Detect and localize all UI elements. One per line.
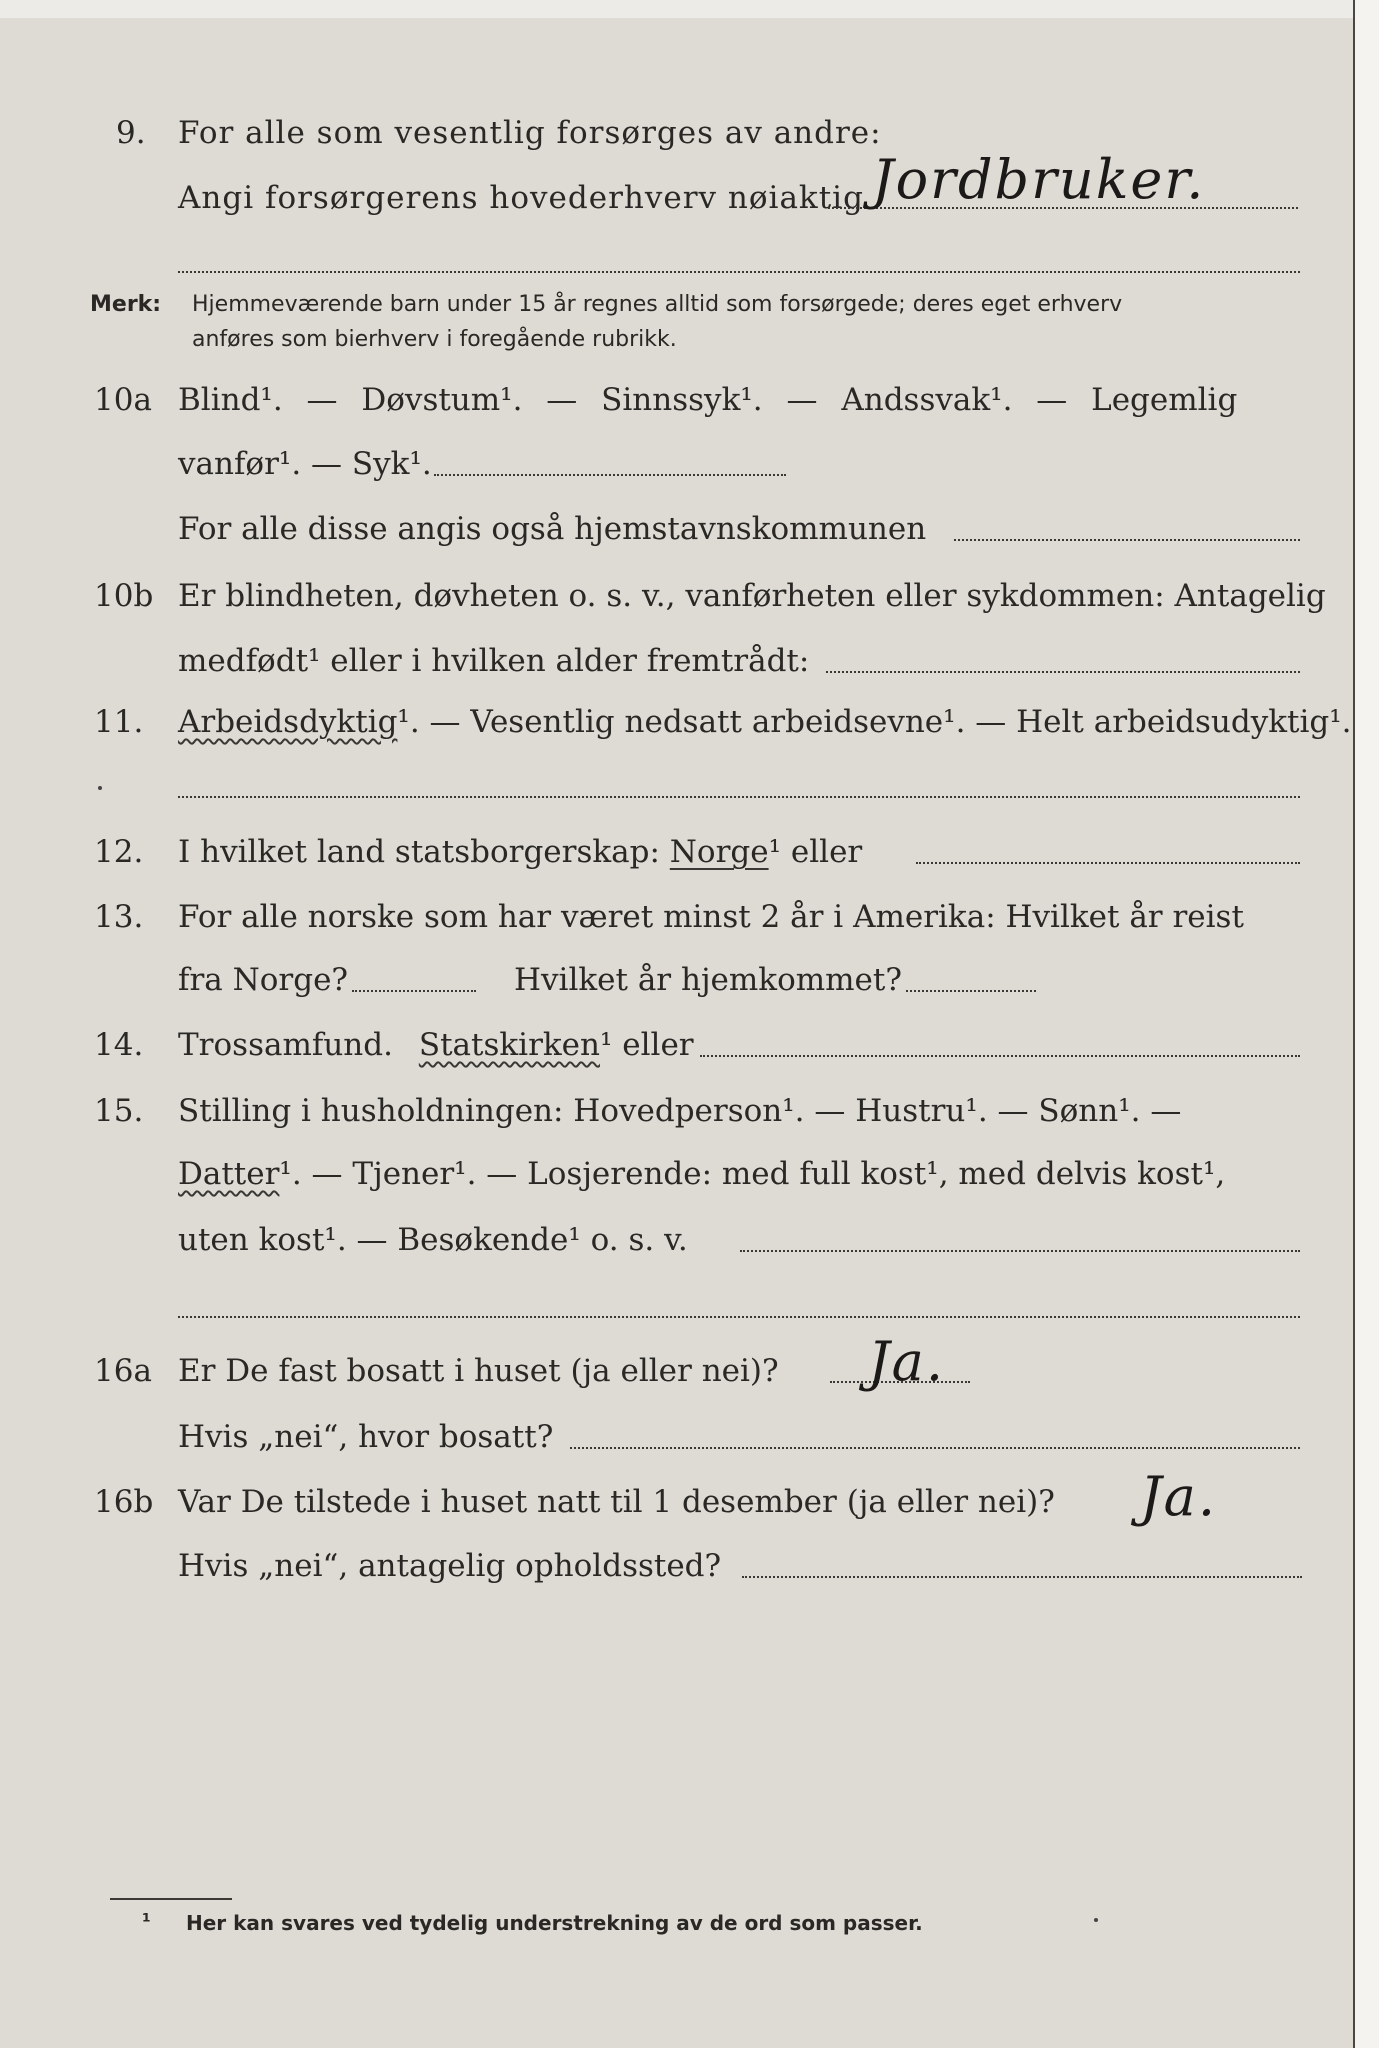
q9-answer-handwriting: Jordbruker. <box>872 148 1206 211</box>
q15-option-datter: Datter <box>178 1156 280 1192</box>
q10b-answer-line <box>826 671 1300 673</box>
q15-number: 15. <box>94 1093 144 1129</box>
q10a-kommune-line <box>954 539 1300 541</box>
q14-answer-line <box>700 1055 1300 1057</box>
q9-number: 9. <box>116 115 146 151</box>
q10b-number: 10b <box>94 578 154 614</box>
q13-line1: For alle norske som har været minst 2 år i Amerika: Hvilket år reist <box>178 899 1244 935</box>
q16a-number: 16a <box>94 1353 152 1389</box>
q12-pre: I hvilket land statsborgerskap: <box>178 834 660 870</box>
q12-option-norge: Norge <box>669 834 769 870</box>
q16a-answer-handwriting: Ja. <box>868 1330 946 1393</box>
q9-line1: For alle som vesentlig forsørges av andre: <box>178 115 882 151</box>
q16a-bosatt-line <box>570 1447 1300 1449</box>
q14-pre: Trossamfund. <box>178 1027 393 1063</box>
merk-label: Merk: <box>90 292 162 317</box>
q15-line2 <box>178 1154 1225 1194</box>
q13-number: 13. <box>94 899 144 935</box>
q16b-opholdssted-line <box>742 1576 1302 1578</box>
q15-answer-line <box>740 1250 1300 1252</box>
q15-extra-line <box>178 1316 1300 1318</box>
q14-option-statskirken: Statskirken <box>418 1027 600 1063</box>
q15-line2-rest: ¹. — Tjener¹. — Losjerende: med full kost¹, med delvis kost¹, <box>279 1156 1226 1192</box>
merk-line2: anføres som bierhverv i foregående rubrikk. <box>192 327 677 352</box>
q12-number: 12. <box>94 834 144 870</box>
q14-line <box>178 1025 694 1065</box>
q13-line2a: fra Norge? <box>178 962 349 998</box>
q9-line2: Angi forsørgerens hovederhverv nøiaktig <box>178 180 864 216</box>
ink-speck <box>98 786 102 790</box>
q10a-line1: Blind¹. — Døvstum¹. — Sinnssyk¹. — Andssvak¹. — Legemlig <box>178 382 1238 418</box>
footnote-text: Her kan svares ved tydelig understrekning av de ord som passer. <box>186 1911 923 1935</box>
q10a-line2: vanfør¹. — Syk¹. <box>178 446 432 482</box>
q16b-line2: Hvis „nei“, antagelig opholdssted? <box>178 1548 722 1584</box>
page-top-edge <box>0 0 1379 18</box>
page-right-edge <box>1353 0 1379 2048</box>
q16b-answer-handwriting: Ja. <box>1140 1465 1218 1528</box>
q13-reist-line <box>352 990 476 992</box>
q11-line <box>178 702 1352 742</box>
q15-line3: uten kost¹. — Besøkende¹ o. s. v. <box>178 1222 688 1258</box>
q16b-number: 16b <box>94 1484 154 1520</box>
footnote-mark: ¹ <box>142 1909 151 1933</box>
q15-line1: Stilling i husholdningen: Hovedperson¹. — Hustru¹. — Sønn¹. — <box>178 1093 1182 1129</box>
q10a-syk-line <box>434 474 786 476</box>
q10b-line1: Er blindheten, døvheten o. s. v., vanførheten eller sykdommen: Antagelig <box>178 578 1326 614</box>
q12-line <box>178 832 862 872</box>
q13-line2b: Hvilket år hjemkommet? <box>514 962 902 998</box>
q16a-line2: Hvis „nei“, hvor bosatt? <box>178 1419 554 1455</box>
q16b-line1: Var De tilstede i huset natt til 1 desember (ja eller nei)? <box>178 1484 1055 1520</box>
q10b-line2: medfødt¹ eller i hvilken alder fremtrådt: <box>178 643 810 679</box>
footnote-rule <box>110 1898 232 1900</box>
q9-extra-line <box>178 271 1300 273</box>
q16a-line1: Er De fast bosatt i huset (ja eller nei)? <box>178 1353 779 1389</box>
q11-extra-line <box>178 796 1300 798</box>
q14-post: ¹ eller <box>599 1027 694 1063</box>
q12-post: ¹ eller <box>768 834 863 870</box>
q10a-line3: For alle disse angis også hjemstavnskommunen <box>178 511 927 547</box>
q13-hjem-line <box>906 990 1036 992</box>
q11-option-arbeidsdyktig: Arbeidsdyktig <box>178 704 398 740</box>
q12-answer-line <box>916 862 1300 864</box>
q10a-number: 10a <box>94 382 152 418</box>
q11-number: 11. <box>94 704 144 740</box>
merk-line1: Hjemmeværende barn under 15 år regnes alltid som forsørgede; deres eget erhverv <box>192 292 1123 317</box>
q11-rest: ¹. — Vesentlig nedsatt arbeidsevne¹. — Helt arbeidsudyktig¹. <box>397 704 1352 740</box>
q14-number: 14. <box>94 1027 144 1063</box>
ink-speck <box>1094 1918 1098 1922</box>
